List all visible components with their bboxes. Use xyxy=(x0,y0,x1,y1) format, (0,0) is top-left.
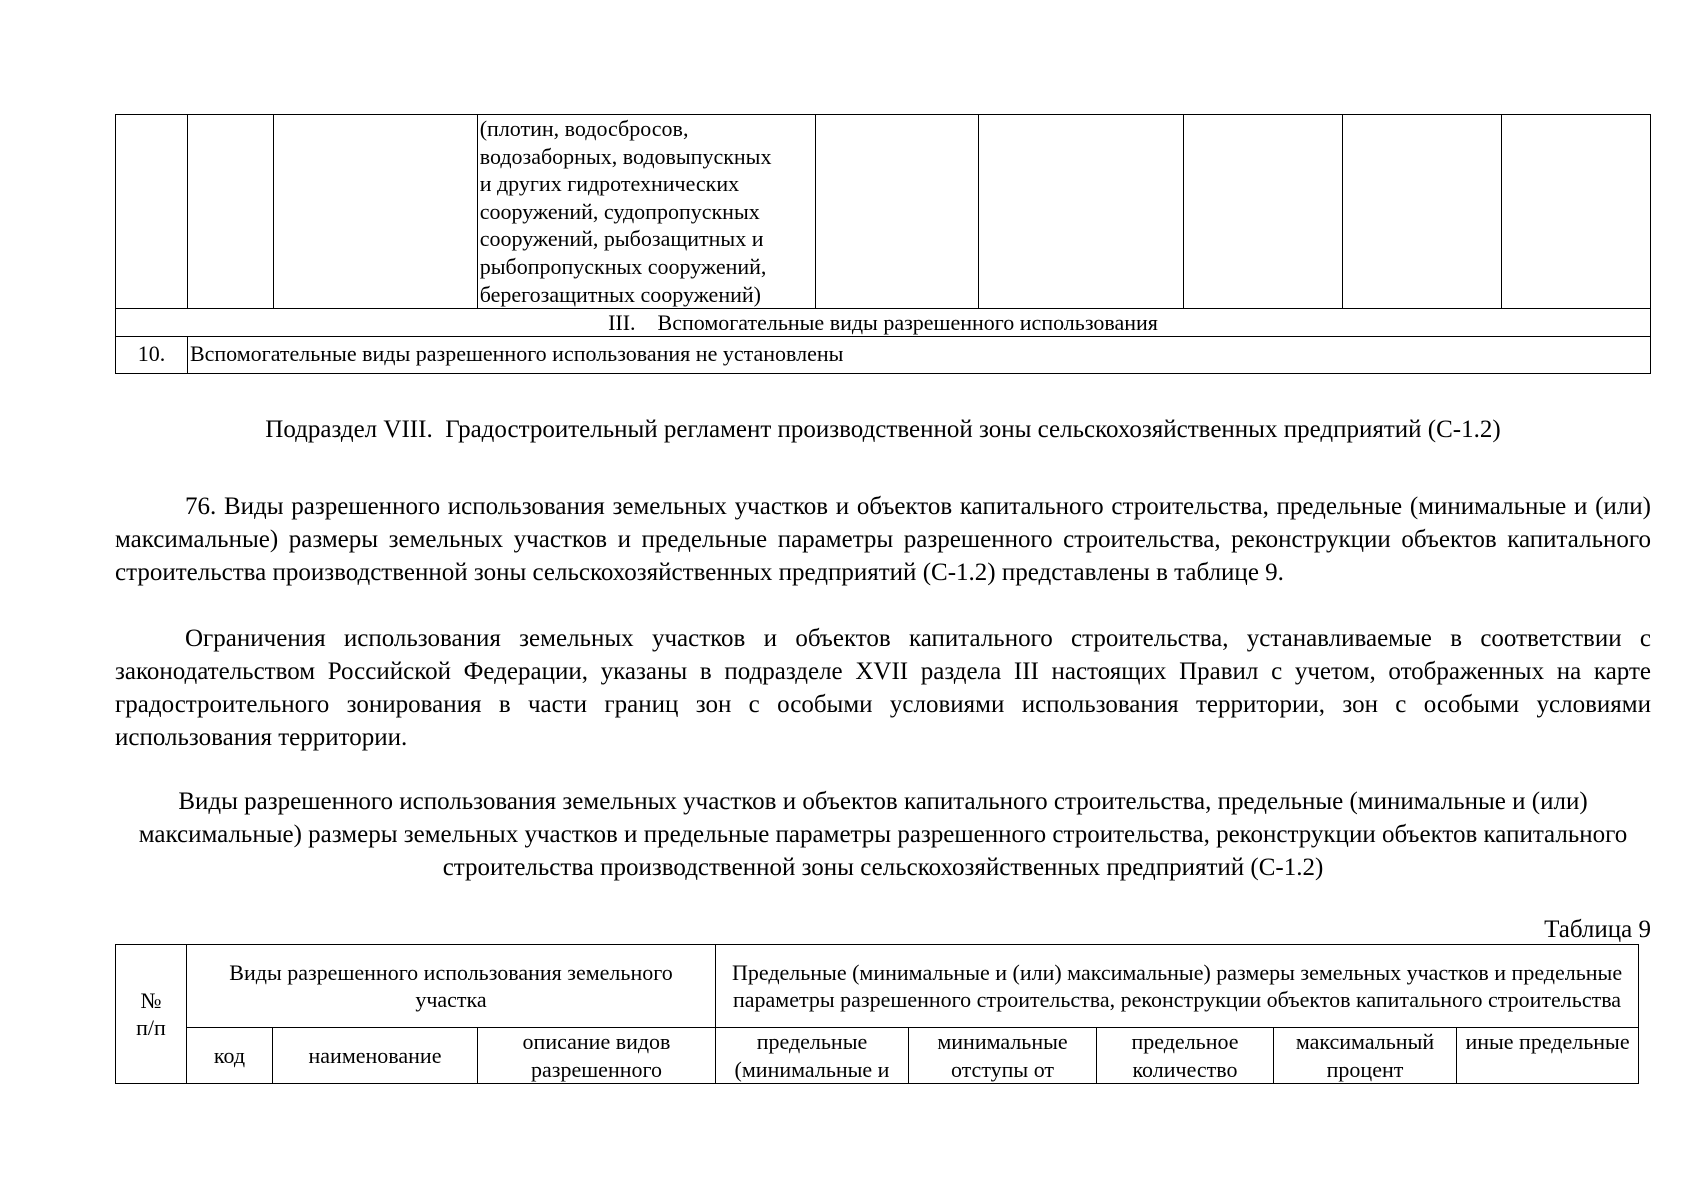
row-number: 10. xyxy=(116,337,188,374)
table-title: Виды разрешенного использования земельных участков и объектов капитального строительства, предельные (минимальные и (или) максимальные) размеры земельных участков и предельные параметры разрешенного строительства, реконструкции объектов капитального строительства производственной зоны сельскохозяйственных предприятий (С-1.2) xyxy=(138,788,1628,881)
table-cell xyxy=(116,115,188,309)
paragraph-76: 76. Виды разрешенного использования земельных участков и объектов капитального строительства, предельные (минимальные и (или) максимальные) размеры земельных участков и предельные параметры разрешенного строительства, реконструкции объектов капитального строительства производственной зоны сельскохозяйственных предприятий (С-1.2) представлены в таблице 9. xyxy=(115,493,1651,586)
description-line: (плотин, водосбросов, xyxy=(479,116,689,141)
table-cell xyxy=(979,115,1184,309)
description-line: и других гидротехнических xyxy=(479,171,740,197)
subheader-size-limits: предельные (минимальные и xyxy=(716,1028,909,1084)
paragraph-restrictions: Ограничения использования земельных участков и объектов капитального строительства, устанавливаемые в соответствии с законодательством Российской Федерации, указаны в подразделе XVII раздела III настоящих Правил с учетом, отображенных на карте градостроительного зонирования в части границ зон с особыми условиями использования территории, зон с особыми условиями использования территории. xyxy=(115,625,1651,751)
table-subheader-row xyxy=(116,1028,1639,1084)
table-9 xyxy=(115,944,1639,1084)
table-row xyxy=(116,337,1651,374)
row-text: Вспомогательные виды разрешенного использования не установлены xyxy=(187,337,1650,374)
description-line: сооружений, судопропускных xyxy=(479,198,760,224)
table-cell xyxy=(1343,115,1502,309)
subheader-setbacks: минимальные отступы от xyxy=(909,1028,1097,1084)
group-types-header: Виды разрешенного использования земельного участка xyxy=(187,945,716,1028)
section-header: III. Вспомогательные виды разрешенного использования xyxy=(116,309,1651,337)
subheader-name: наименование xyxy=(273,1028,478,1084)
description-line: сооружений, рыбозащитных и xyxy=(479,226,764,252)
subheader-other-limits: иные предельные xyxy=(1457,1028,1639,1084)
subheader-coverage: максимальный процент xyxy=(1274,1028,1457,1084)
description-cell xyxy=(477,115,815,309)
col-number-header: № п/п xyxy=(116,945,187,1084)
table-cell xyxy=(1502,115,1651,309)
table-header-row xyxy=(116,945,1639,1028)
table-label: Таблица 9 xyxy=(1544,916,1651,943)
subheader-code: код xyxy=(187,1028,273,1084)
subsection-heading: Подраздел VIII. Градостроительный регламент производственной зоны сельскохозяйственных предприятий (С-1.2) xyxy=(265,416,1501,443)
group-limits-header: Предельные (минимальные и (или) максимальные) размеры земельных участков и предельные параметры разрешенного строительства, реконструкции объектов капитального строительства xyxy=(716,945,1639,1028)
table-cell xyxy=(187,115,273,309)
table-cell xyxy=(815,115,979,309)
table-row xyxy=(116,115,1651,309)
description-line: рыбопропускных сооружений, xyxy=(479,253,767,279)
subheader-floors: предельное количество xyxy=(1097,1028,1274,1084)
table-cell xyxy=(273,115,477,309)
subheader-description: описание видов разрешенного xyxy=(478,1028,716,1084)
table-cell xyxy=(1184,115,1343,309)
continuation-table xyxy=(115,114,1651,374)
description-line: берегозащитных сооружений) xyxy=(479,281,761,307)
section-header-row xyxy=(116,309,1651,337)
description-line: водозаборных, водовыпускных xyxy=(479,143,772,169)
